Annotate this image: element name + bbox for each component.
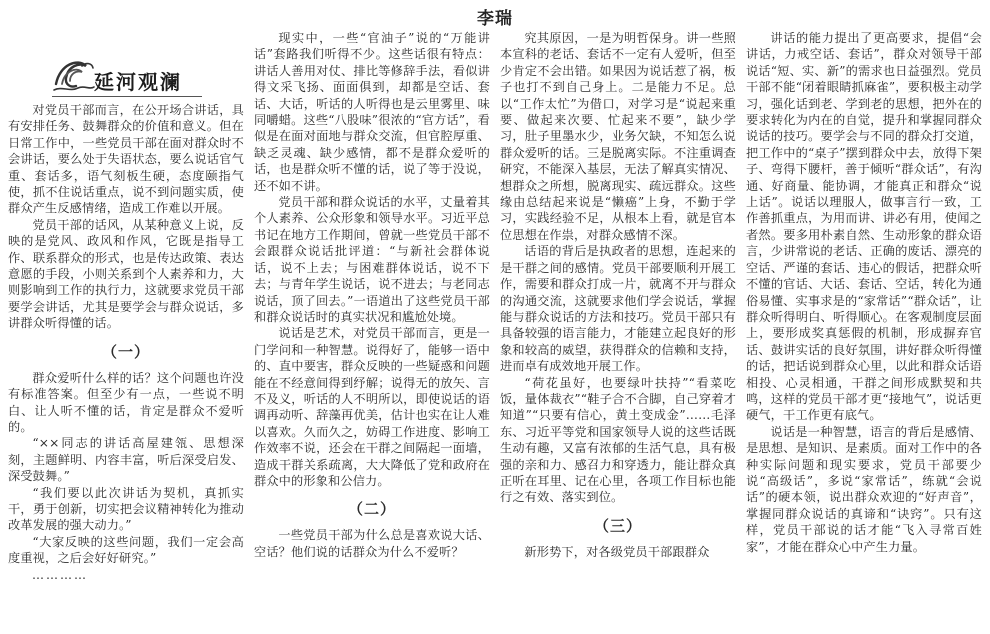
column-3 <box>500 30 736 630</box>
column-logo <box>8 30 244 102</box>
paragraph: 党员干部和群众说话的水平，丈量着其个人素养、公众形象和领导水平。习近平总书记在地方工作期间，曾就一些党员干部不会跟群众说话批评道：“与新社会群体说话，说不上去；与困难群体说话，说不下去；与青年学生说话，说不进去；与老同志说话，顶了回去。”一语道出了这些党员干部和群众说话时的真实状况和尴尬处境。 <box>254 195 490 324</box>
logo-divider <box>52 96 202 97</box>
section-heading: （一） <box>101 342 150 361</box>
column-1 <box>8 30 244 630</box>
paragraph: 对党员干部而言，在公开场合讲话，具有安排任务、鼓舞群众的价值和意义。但在日常工作中，一些党员干部在面对群众时不会讲话，要么处于失语状态，要么说话官气重、套话多，语气刻板生硬，态度颐指气使，抓不住说话重点，说不到问题实质，使群众产生反感情绪，造成工作难以开展。 <box>8 103 244 216</box>
paragraph: “××同志的讲话高屋建瓴、思想深刻，主题鲜明、内容丰富，听后深受启发、深受鼓舞。” <box>8 436 244 484</box>
paragraph: 话语的背后是执政者的思想，连起来的是干群之间的感情。党员干部要顺利开展工作，需要和群众打成一片，就离不开与群众的沟通交流，这就要求他们学会说话，掌握能与群众说话的方法和技巧。党员干部只有具备较强的语言能力，才能建立起良好的形象和较高的威望，获得群众的信赖和支持，进而卓有成效地开展工作。 <box>500 244 736 374</box>
ellipsis: ………… <box>32 567 88 582</box>
column-4 <box>746 30 982 630</box>
paragraph: “我们要以此次讲话为契机，真抓实干，勇于创新，切实把会议精神转化为推动改革发展的强大动力。” <box>8 485 244 533</box>
section-heading: （三） <box>593 516 642 535</box>
paragraph: 一些党员干部为什么总是喜欢说大话、空话？他们说的话群众为什么不爱听？ <box>254 528 490 559</box>
article-body <box>8 30 982 630</box>
paragraph: “大家反映的这些问题，我们一定会高度重视，之后会好好研究。” <box>8 534 244 566</box>
paragraph: 讲话的能力提出了更高要求，提倡“会讲话，力戒空话、套话”，群众对领导干部说话“短、实、新”的需求也日益强烈。党员干部不能“闭着眼睛抓麻雀”，要积极主动学习，强化话到老、学到老的思想，把外在的要求转化为内在的自觉，提升和掌握同群众说话的技巧。要学会与不同的群众打交道，把工作中的“桌子”摆到群众中去，放得下架子、弯得下腰杆，善于倾听“群众话”，有沟通、好商量、能协调，才能真正和群众“说上话”。说话以理服人，做事言行一致，工作善抓重点，为用而讲、讲必有用，使闻之者然。要多用朴素自然、生动形象的群众语言，少讲常说的老话、正确的废话、漂亮的空话、严谨的套话、违心的假话，把群众听不懂的官话、大话、套话、空话，转化为通俗易懂、实事求是的“家常话”“群众话”，让群众听得明白、听得顺心。在客观制度层面上，要形成奖真惩假的机制，形成摒弃官话、鼓讲实话的良好氛围，讲好群众听得懂的话，把话说到群众心里，以此和群众话语相投、心灵相通，干群之间形成默契和共鸣，这样的党员干部才更“接地气”，说话更硬气，干工作更有底气。 <box>746 31 982 423</box>
paragraph: 究其原因，一是为明哲保身。讲一些照本宣科的老话、套话不一定有人爱听，但至少肯定不会出错。如果因为说话惹了祸，板子也打不到自己身上。二是能力不足。总以“工作太忙”为借口，对学习是“说起来重要、做起来次要、忙起来不要”，缺少学习，肚子里墨水少，业务欠缺，不知怎么说群众爱听的话。三是脱离实际。不注重调查研究，不能深入基层，无法了解真实情况、想群众之所想，脱离现实、疏远群众。这些缘由总结起来说是“懒癌”上身，不勤于学习，实践经验不足，从根本上看，就是官本位思想在作祟，对群众感情不深。 <box>500 31 736 242</box>
paragraph: 新形势下，对各级党员干部跟群众 <box>524 544 710 559</box>
column-logo-text: 延河观澜 <box>94 70 182 94</box>
paragraph: 现实中，一些“官油子”说的“万能讲话”套路我们听得不少。这些话很有特点：讲话人善用对仗、排比等修辞手法，看似讲得文采飞扬、面面俱到，却都是空话、套话、大话，听话的人听得也是云里雾里、味同嚼蜡。这些“八股味”很浓的“官方话”，看似是在面对面地与群众交流，但官腔厚重、缺乏灵魂、缺少感情，都不是群众爱听的话，也是群众听不懂的话，说了等于没说，还不如不讲。 <box>254 31 490 193</box>
article-author: 李瑞 <box>477 9 513 29</box>
paragraph: 党员干部的话风，从某种意义上说，反映的是党风、政风和作风，它既是指导工作、联系群众的形式，也是传达政策、表达意愿的手段，小则关系到个人素养和力，大则影响到工作的执行力，这就要求党员干部要学会讲话，尤其是要学会与群众说话，多讲群众听得懂的话。 <box>8 217 244 331</box>
paragraph: 群众爱听什么样的话？这个问题也许没有标准答案。但至少有一点，一些说不明白、让人听不懂的话，肯定是群众不爱听的。 <box>8 370 244 434</box>
column-2 <box>254 30 490 630</box>
paragraph: 说话是艺术，对党员干部而言，更是一门学问和一种智慧。说得好了，能够一语中的、直中要害，群众反映的一些疑惑和问题能在不经意间得到纾解；说得无的放矢、言不及义，听话的人不明所以，即使说话的语调再动听、辞藻再优美，估计也实在让人难以喜欢。久而久之，妨碍工作进度、影响工作效率不说，还会在干群之间隔起一面墙，造成干群关系疏离，大大降低了党和政府在群众中的形象和公信力。 <box>254 326 490 488</box>
paragraph: 说话是一种智慧，语言的背后是感情、是思想、是知识、是素质。面对工作中的各种实际问题和现实要求，党员干部要少说“高级话”，多说“家常话”，练就“会说话”的硬本领，说出群众欢迎的“好声音”，掌握同群众说话的真谛和“诀窍”。只有这样，党员干部说的话才能“飞入寻常百姓家”，才能在群众心中产生力量。 <box>746 424 982 554</box>
wave-emblem-icon <box>52 54 96 94</box>
paragraph: “荷花虽好，也要绿叶扶持”“看菜吃饭，量体裁衣”“鞋子合不合脚，自己穿着才知道”“只要有信心，黄土变成金”……毛泽东、习近平等党和国家领导人说的这些话既生动有趣，又富有浓郁的生活气息，具有极强的亲和力、感召力和穿透力，能让群众真正听在耳里、记在心里，各项工作目标也能行之有效、落实到位。 <box>500 375 736 505</box>
section-heading: （二） <box>347 500 396 519</box>
